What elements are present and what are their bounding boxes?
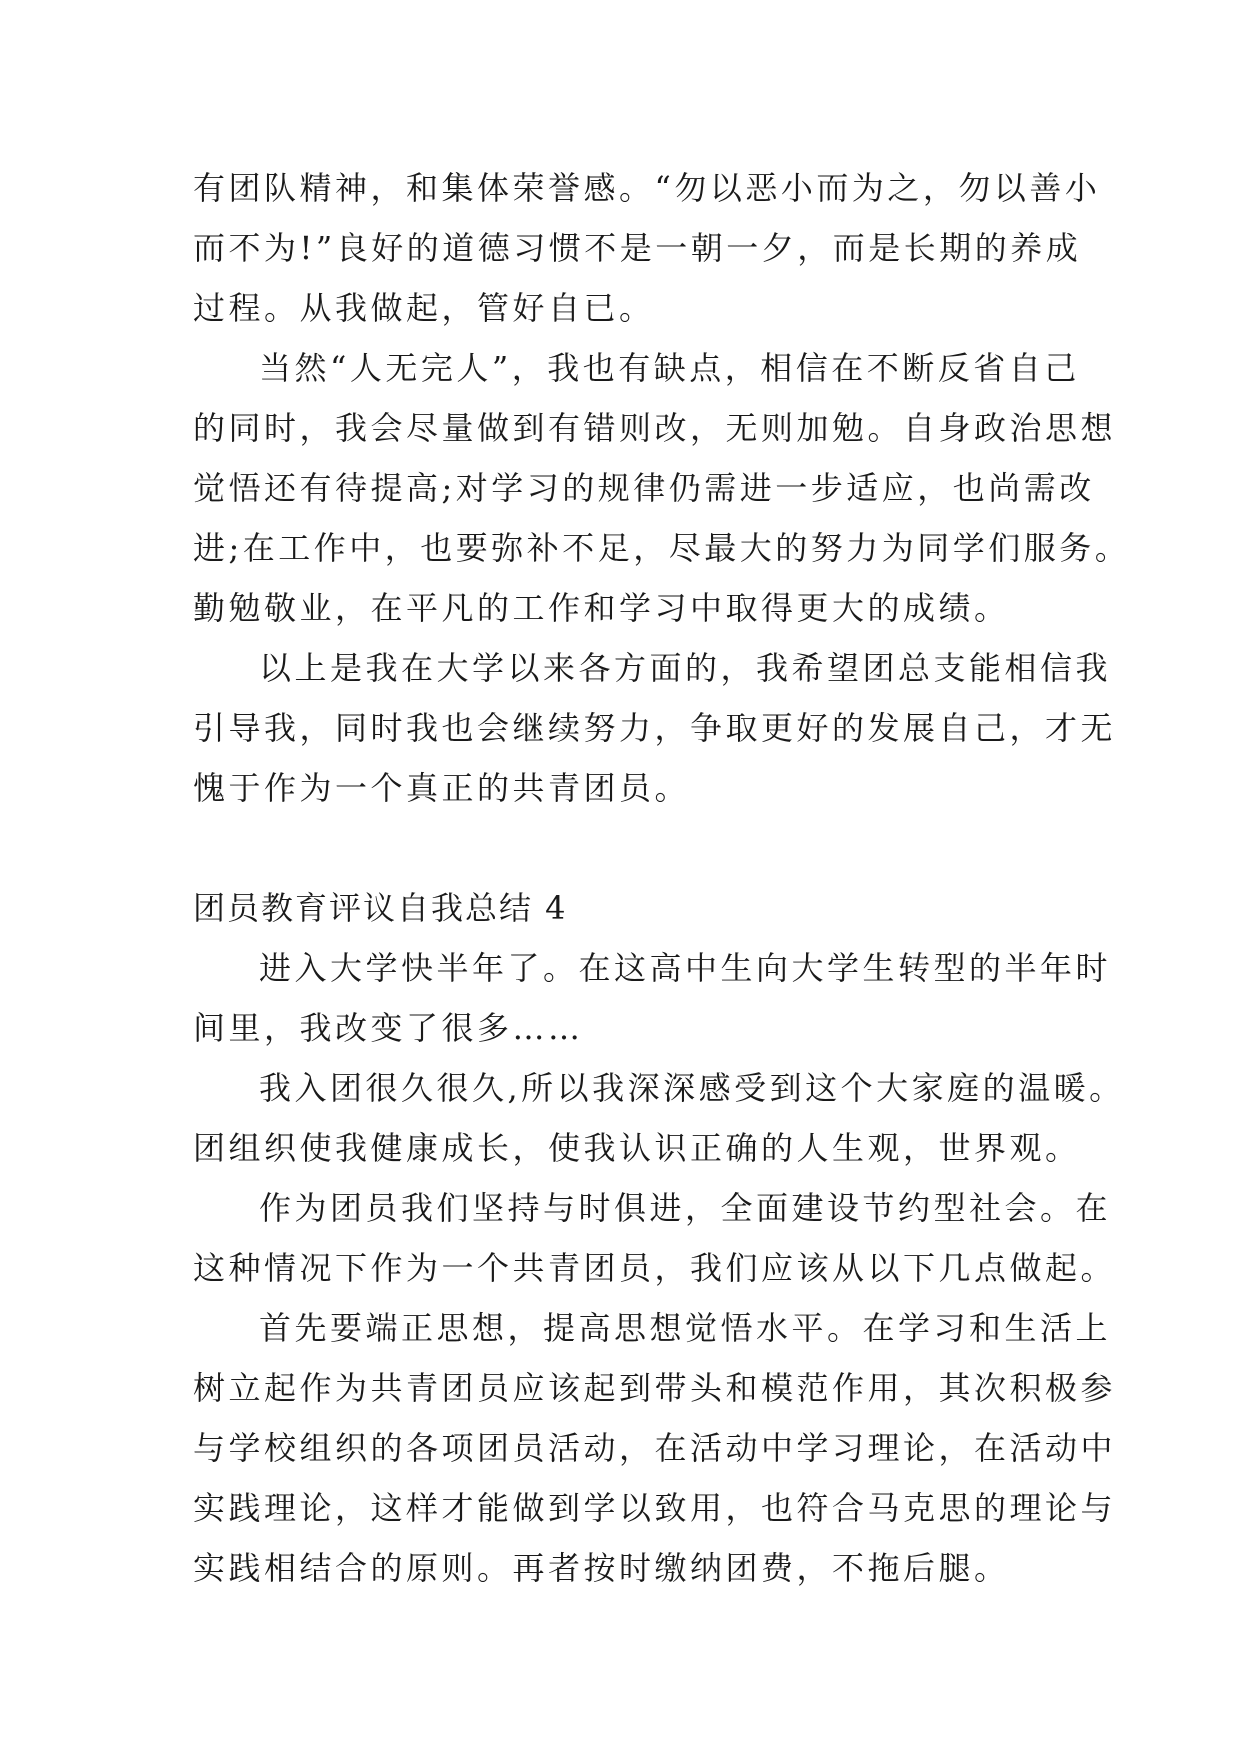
paragraph-shortcomings	[193, 338, 1131, 638]
text-line: 勤勉敬业，在平凡的工作和学习中取得更大的成绩。	[193, 589, 1010, 627]
text-line: 作为团员我们坚持与时俱进，全面建设节约型社会。在	[259, 1189, 1112, 1227]
section-heading: 团员教育评议自我总结 4	[193, 889, 568, 927]
section-spacer	[193, 818, 1063, 878]
paragraph-intro	[193, 938, 1112, 1058]
text-line: 与学校组织的各项团员活动，在活动中学习理论，在活动中	[193, 1429, 1117, 1467]
document-body	[193, 158, 1131, 1598]
paragraph-actions	[193, 1298, 1117, 1598]
text-line: 以上是我在大学以来各方面的，我希望团总支能相信我	[259, 649, 1112, 687]
text-line: 这种情况下作为一个共青团员，我们应该从以下几点做起。	[193, 1249, 1117, 1287]
text-line: 进;在工作中，也要弥补不足，尽最大的努力为同学们服务。	[193, 529, 1131, 567]
text-line: 觉悟还有待提高;对学习的规律仍需进一步适应，也尚需改	[193, 469, 1095, 507]
text-line: 有团队精神，和集体荣誉感。“勿以恶小而为之，勿以善小	[193, 169, 1101, 207]
text-line: 我入团很久很久,所以我深深感受到这个大家庭的温暖。	[259, 1069, 1125, 1107]
text-line: 的同时，我会尽量做到有错则改，无则加勉。自身政治思想	[193, 409, 1117, 447]
text-line: 团组织使我健康成长，使我认识正确的人生观，世界观。	[193, 1129, 1081, 1167]
paragraph-role	[193, 1178, 1117, 1298]
paragraph-continuation	[193, 158, 1101, 338]
text-line: 愧于作为一个真正的共青团员。	[193, 769, 691, 807]
text-line: 引导我，同时我也会继续努力，争取更好的发展自己，才无	[193, 709, 1117, 747]
text-line: 首先要端正思想，提高思想觉悟水平。在学习和生活上	[259, 1309, 1112, 1347]
text-line: 实践理论，这样才能做到学以致用，也符合马克思的理论与	[193, 1489, 1117, 1527]
paragraph-joining	[193, 1058, 1125, 1178]
text-line: 进入大学快半年了。在这高中生向大学生转型的半年时	[259, 949, 1112, 987]
text-line: 树立起作为共青团员应该起到带头和模范作用，其次积极参	[193, 1369, 1117, 1407]
paragraph-conclusion	[193, 638, 1117, 818]
text-line: 而不为!”良好的道德习惯不是一朝一夕，而是长期的养成	[193, 229, 1082, 267]
text-line: 过程。从我做起，管好自已。	[193, 289, 655, 327]
text-line: 当然“人无完人”，我也有缺点，相信在不断反省自己	[259, 349, 1080, 387]
text-line: 间里，我改变了很多……	[193, 1009, 584, 1047]
text-line: 实践相结合的原则。再者按时缴纳团费，不拖后腿。	[193, 1549, 1010, 1587]
